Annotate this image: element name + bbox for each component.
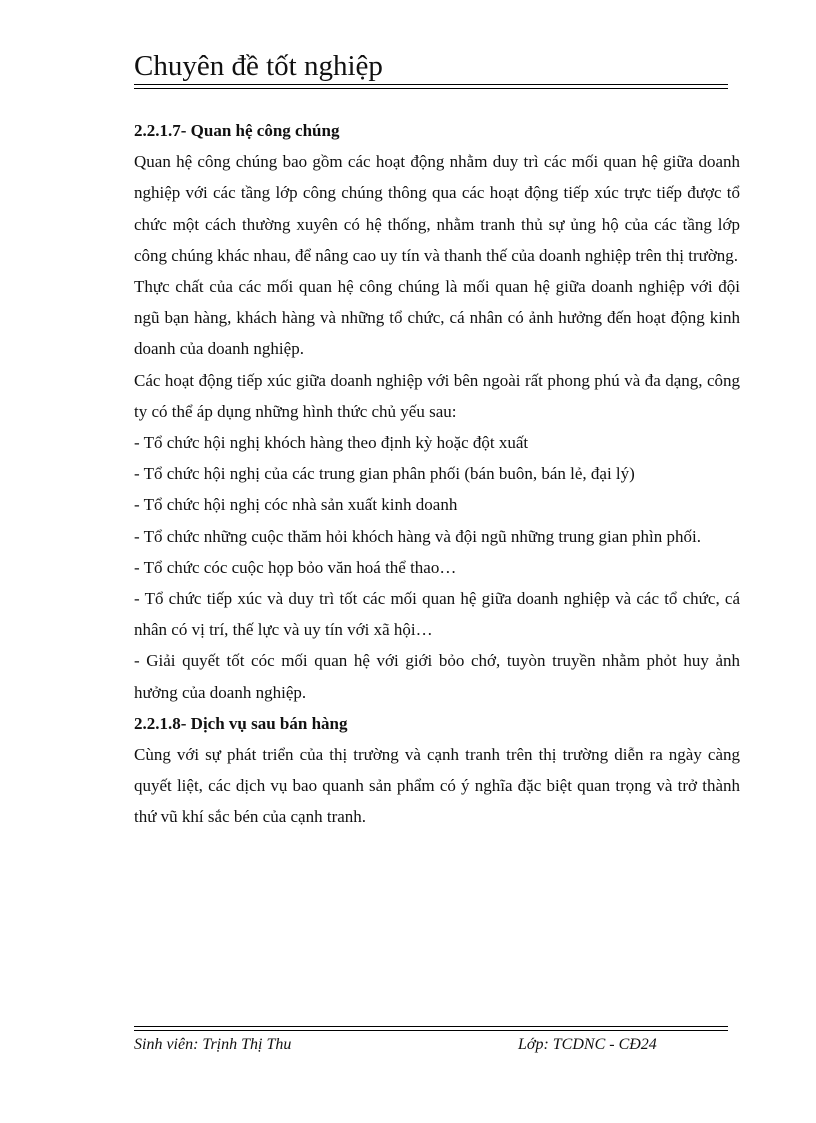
page-title: Chuyên đề tốt nghiệp (134, 50, 383, 82)
list-item: - Tổ chức hội nghị của các trung gian phân phối (bán buôn, bán lẻ, đại lý) (134, 464, 635, 484)
section-heading: 2.2.1.7- Quan hệ công chúng (134, 121, 340, 140)
paragraph: Các hoạt động tiếp xúc giữa doanh nghiệp với bên ngoài rất phong phú và đa dạng, công ty có thể áp dụng những hình thức chủ yếu sau: (134, 370, 740, 421)
body-content (134, 115, 740, 833)
list-item: - Tổ chức tiếp xúc và duy trì tốt các mối quan hệ giữa doanh nghiệp và các tổ chức, cá nhân có vị trí, thế lực và uy tín với xã hội… (134, 589, 740, 640)
footer-rule (134, 1026, 728, 1031)
header-rule (134, 84, 728, 89)
paragraph: Quan hệ công chúng bao gồm các hoạt động nhằm duy trì các mối quan hệ giữa doanh nghiệp với các tầng lớp công chúng thông qua các hoạt động tiếp xúc trực tiếp được tổ chức một cách thường xuyên có hệ thống, nhằm tranh thủ sự ủng hộ của các tầng lớp công chúng khác nhau, để nâng cao uy tín và thanh thế của doanh nghiệp trên thị trường. (134, 152, 740, 265)
footer-student: Sinh viên: Trịnh Thị Thu (134, 1036, 292, 1053)
list-item: - Giải quyết tốt cóc mối quan hệ với giới bỏo chớ, tuyòn truyền nhằm phỏt huy ảnh hưởng của doanh nghiệp. (134, 651, 740, 702)
paragraph: Cùng với sự phát triển của thị trường và cạnh tranh trên thị trường diễn ra ngày càng quyết liệt, các dịch vụ bao quanh sản phẩm có ý nghĩa đặc biệt quan trọng và trở thành thứ vũ khí sắc bén của cạnh tranh. (134, 745, 740, 827)
section-heading: 2.2.1.8- Dịch vụ sau bán hàng (134, 713, 348, 733)
list-item: - Tổ chức hội nghị khóch hàng theo định kỳ hoặc đột xuất (134, 433, 529, 453)
list-item: - Tổ chức hội nghị cóc nhà sản xuất kinh doanh (134, 495, 458, 515)
list-item: - Tổ chức cóc cuộc họp bỏo văn hoá thể thao… (134, 557, 457, 577)
footer-class: Lớp: TCDNC - CĐ24 (518, 1036, 657, 1053)
list-item: - Tổ chức những cuộc thăm hỏi khóch hàng và đội ngũ những trung gian phìn phối. (134, 526, 701, 546)
paragraph: Thực chất của các mối quan hệ công chúng là mối quan hệ giữa doanh nghiệp với đội ngũ bạn hàng, khách hàng và những tổ chức, cá nhân có ảnh hưởng đến hoạt động kinh doanh của doanh nghiệp. (134, 277, 740, 359)
